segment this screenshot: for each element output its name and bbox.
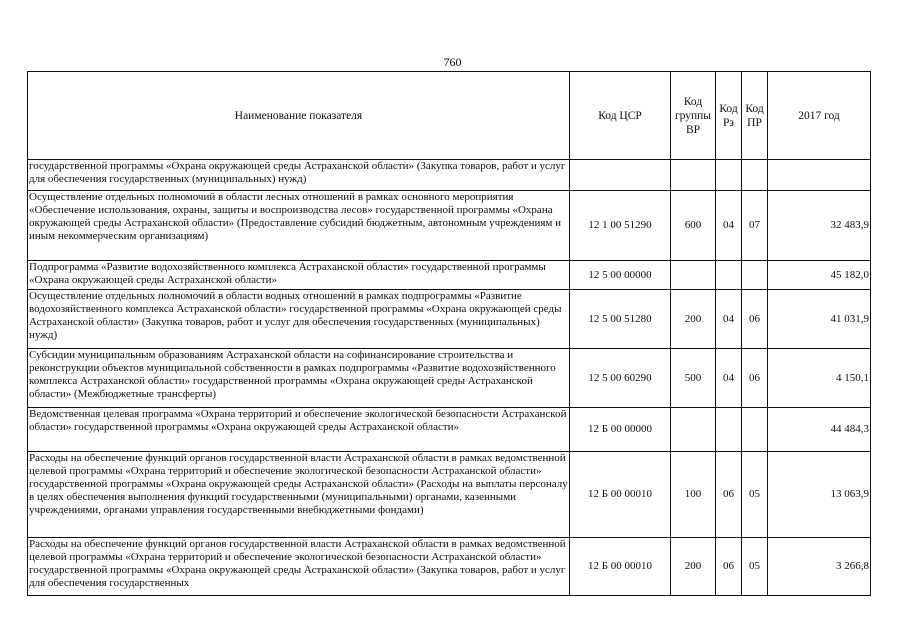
row-vr <box>671 408 716 452</box>
row-vr: 100 <box>671 452 716 538</box>
table-header-row <box>28 72 871 160</box>
header-year: 2017 год <box>768 72 871 160</box>
header-csr: Код ЦСР <box>570 72 671 160</box>
table-row <box>28 191 871 261</box>
row-name: Расходы на обеспечение функций органов государственной власти Астраханской области в рамках ведомственной целевой программы «Охрана территорий и обеспечение экологической безопасности Астраханской области» государственной программы «Охрана окружающей среды Астраханской области» (Закупка товаров, работ и услуг для обеспечения государственных <box>28 538 570 596</box>
row-amount: 13 063,9 <box>768 452 871 538</box>
row-csr: 12 Б 00 00010 <box>570 538 671 596</box>
row-name: Расходы на обеспечение функций органов государственной власти Астраханской области в рамках ведомственной целевой программы «Охрана территорий и обеспечение экологической безопасности Астраханской области» государственной программы «Охрана окружающей среды Астраханской области» (Расходы на выплаты персоналу в целях обеспечения выполнения функций государственными (муниципальными) органами, казенными учреждениями, органами управления государственными внебюджетными фондами) <box>28 452 570 538</box>
row-amount: 44 484,3 <box>768 408 871 452</box>
row-csr: 12 5 00 51280 <box>570 290 671 349</box>
row-amount: 4 150,1 <box>768 349 871 408</box>
row-csr: 12 1 00 51290 <box>570 191 671 261</box>
header-name: Наименование показателя <box>28 72 570 160</box>
row-pr: 05 <box>742 538 768 596</box>
row-name: Осуществление отдельных полномочий в области водных отношений в рамках подпрограммы «Развитие водохозяйственного комплекса Астраханской области» государственной программы «Охрана окружающей среды Астраханской области» (Закупка товаров, работ и услуг для обеспечения государственных (муниципальных) нужд) <box>28 290 570 349</box>
row-vr <box>671 160 716 191</box>
table-row <box>28 261 871 290</box>
row-vr: 600 <box>671 191 716 261</box>
row-name: государственной программы «Охрана окружающей среды Астраханской области» (Закупка товаров, работ и услуг для обеспечения государственных (муниципальных) нужд) <box>28 160 570 191</box>
row-name: Субсидии муниципальным образованиям Астраханской области на софинансирование строительства и реконструкции объектов муниципальной собственности в рамках подпрограммы «Развитие водохозяйственного комплекса Астраханской области» государственной программы «Охрана окружающей среды Астраханской области» (Межбюджетные трансферты) <box>28 349 570 408</box>
row-vr <box>671 261 716 290</box>
row-csr: 12 5 00 60290 <box>570 349 671 408</box>
row-name: Ведомственная целевая программа «Охрана территорий и обеспечение экологической безопасности Астраханской области» государственной программы «Охрана окружающей среды Астраханской области» <box>28 408 570 452</box>
row-amount <box>768 160 871 191</box>
row-csr: 12 5 00 00000 <box>570 261 671 290</box>
table-row <box>28 408 871 452</box>
row-rz <box>716 261 742 290</box>
row-rz: 04 <box>716 290 742 349</box>
row-amount: 41 031,9 <box>768 290 871 349</box>
row-rz: 06 <box>716 538 742 596</box>
row-rz <box>716 408 742 452</box>
row-pr <box>742 160 768 191</box>
row-pr <box>742 261 768 290</box>
table-row <box>28 538 871 596</box>
row-rz <box>716 160 742 191</box>
row-vr: 200 <box>671 538 716 596</box>
row-pr: 07 <box>742 191 768 261</box>
table-row <box>28 349 871 408</box>
budget-table <box>27 71 871 596</box>
header-vr: Код группы ВР <box>671 72 716 160</box>
table-row <box>28 452 871 538</box>
page-number: 760 <box>443 55 462 69</box>
row-rz: 04 <box>716 191 742 261</box>
header-rz: Код Рз <box>716 72 742 160</box>
header-pr: Код ПР <box>742 72 768 160</box>
row-amount: 32 483,9 <box>768 191 871 261</box>
row-pr: 06 <box>742 349 768 408</box>
row-amount: 45 182,0 <box>768 261 871 290</box>
row-csr: 12 Б 00 00010 <box>570 452 671 538</box>
row-vr: 500 <box>671 349 716 408</box>
row-amount: 3 266,8 <box>768 538 871 596</box>
table-row <box>28 160 871 191</box>
row-csr: 12 Б 00 00000 <box>570 408 671 452</box>
row-pr: 06 <box>742 290 768 349</box>
row-csr <box>570 160 671 191</box>
table-row <box>28 290 871 349</box>
row-rz: 06 <box>716 452 742 538</box>
row-name: Осуществление отдельных полномочий в области лесных отношений в рамках основного мероприятия «Обеспечение использования, охраны, защиты и воспроизводства лесов» государственной программы «Охрана окружающей среды Астраханской области» (Предоставление субсидий бюджетным, автономным учреждениям и иным некоммерческим организациям) <box>28 191 570 261</box>
row-pr: 05 <box>742 452 768 538</box>
row-rz: 04 <box>716 349 742 408</box>
row-vr: 200 <box>671 290 716 349</box>
row-pr <box>742 408 768 452</box>
row-name: Подпрограмма «Развитие водохозяйственного комплекса Астраханской области» государственной программы «Охрана окружающей среды Астраханской области» <box>28 261 570 290</box>
